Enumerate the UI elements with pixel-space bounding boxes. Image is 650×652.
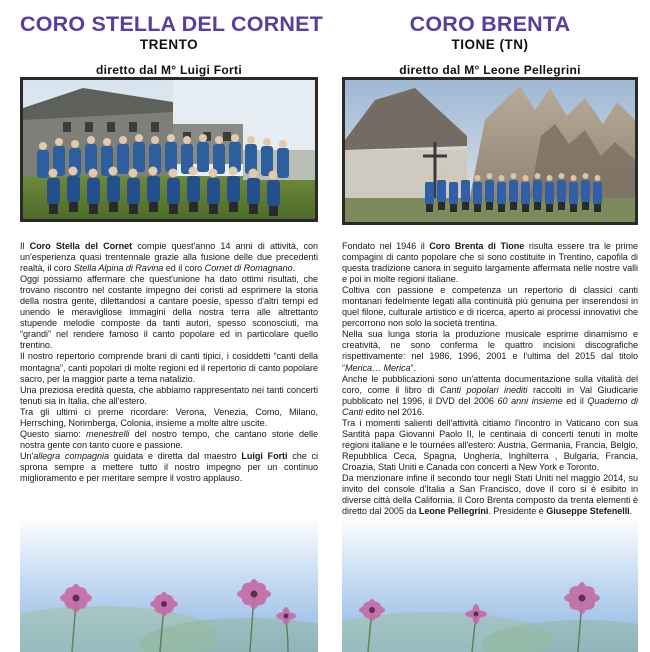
text-run: raccolti in Val Giudicarie pubblicato nel 1996, il DVD del 2006 xyxy=(342,384,638,406)
italic-text: Stella Alpina di Ravina xyxy=(73,263,164,274)
text-run: Da menzionare infine il secondo tour negli Stati Uniti nel maggio 2014, su invito del console d'Italia a San Francisco, dove il coro si è esibito in diverse città della California. Il Coro Brenta composto da trenta elementi è diretto dal 2005 da xyxy=(342,472,638,517)
choir-photo xyxy=(20,77,318,222)
text-run: Una preziosa eredità questa, che abbiamo rappresentato nei tanti concerti tenuti sia in Italia, che all'estero. xyxy=(20,384,318,406)
flowers-image xyxy=(20,516,318,652)
flowers-image xyxy=(342,516,638,652)
text-run: . Presidente è xyxy=(488,506,547,517)
italic-text: Merica… Merica xyxy=(344,362,411,373)
paragraph xyxy=(20,451,318,484)
paragraph xyxy=(342,241,638,285)
paragraph xyxy=(20,241,318,274)
text-run: Fondato nel 1946 il xyxy=(342,241,430,251)
text-run: che ci sprona sempre a mettere tutto il nostro impegno per un continuo miglioramento e per meritare sempre il vostro applauso. xyxy=(20,450,318,483)
paragraph xyxy=(342,285,638,329)
paragraph xyxy=(20,385,318,407)
text-run: Questo siamo: xyxy=(20,428,86,439)
text-run: Coltiva con passione e competenza un repertorio di classici canti montanari fedelmente legati alla continuità più genuina per inserendosi in quel filone, culturale artistico e di ricerca, aperto ai processi innovativi che percorrono non solo la società trentina. xyxy=(342,285,638,329)
director-line: diretto dal M° Luigi Forti xyxy=(96,63,242,77)
italic-text: Canti popolari inediti xyxy=(439,384,528,395)
choir-description xyxy=(342,241,638,517)
bold-text: Coro Stella del Cornet xyxy=(29,241,133,251)
left-column xyxy=(20,0,324,652)
paragraph xyxy=(342,329,638,373)
choir-photo xyxy=(342,77,638,225)
director-line: diretto dal M° Leone Pellegrini xyxy=(399,63,581,77)
paragraph xyxy=(342,473,638,517)
italic-text: Quaderno di Canti xyxy=(342,395,638,417)
right-column xyxy=(342,0,638,652)
bold-text: Giuseppe Stefenelli xyxy=(546,506,630,517)
text-run: risulta essere tra le prime compagini di canto popolare che si sono costituite in Trentino, capofila di questa tradizione canora in seguito largamente affermata nelle nostre valli e poi in molte regioni italiane. xyxy=(342,241,638,285)
text-run: Nella sua lunga storia la produzione musicale esprime dinamismo e creatività, ne sono conferma le quattro incisioni discografiche rispettivamente: nel 1986, 1996, 2001 e l'ultima del 2015 dal titolo “ xyxy=(342,329,638,373)
choir-description xyxy=(20,241,318,484)
italic-text: menestrelli xyxy=(85,428,130,439)
paragraph xyxy=(20,407,318,429)
text-run: Oggi possiamo affermare che quest'unione ha dato ottimi risultati, che trovano riscontro nel costante impegno dei coristi ad esprimere la storia della nostra gente, dilettandosi a cantare poesie, spesso d'altri tempi ed unendo le meravigliose immagini della nostra terra alle altrettanto stupende melodie composte da tanti autori, spesso sconosciuti, ma “grandi” nel rendere famoso il canto popolare ed in particolare quello trentino. xyxy=(20,274,318,351)
paragraph xyxy=(20,351,318,384)
text-run: ”. xyxy=(410,362,416,373)
text-run: guidata e diretta dal maestro xyxy=(108,450,242,461)
text-run: Anche le pubblicazioni sono un'attenta documentazione sulla vitalità del coro, come il libro di xyxy=(342,373,638,395)
choir-city: TRENTO xyxy=(139,37,199,52)
text-run: Tra gli ultimi ci preme ricordare: Verona, Venezia, Como, Milano, Herrsching, Norimberga, Colonia, insieme a molte altre uscite. xyxy=(20,406,318,428)
paragraph xyxy=(20,429,318,451)
italic-text: Cornet di Romagnano xyxy=(204,263,293,274)
text-run: ed il xyxy=(562,395,588,406)
bold-text: Coro Brenta di Tione xyxy=(429,241,525,251)
choir-city: TIONE (TN) xyxy=(451,37,529,52)
text-run: . xyxy=(292,263,296,274)
paragraph xyxy=(342,374,638,418)
paragraph xyxy=(20,274,318,351)
choir-title: CORO STELLA DEL CORNET xyxy=(20,12,324,36)
italic-text: 60 anni insieme xyxy=(497,395,563,406)
text-run: Un' xyxy=(20,450,34,461)
bold-text: Leone Pellegrini xyxy=(418,506,489,517)
paragraph xyxy=(342,418,638,473)
text-run: Il xyxy=(20,241,30,251)
text-run: compie quest'anno 14 anni di attività, con un'esperienza quasi trentennale grazie alla fusione delle due precedenti realtà, il coro xyxy=(20,241,318,274)
text-run: . xyxy=(629,506,633,517)
text-run: Tra i momenti salienti dell'attività citiamo l'incontro in Vaticano con sua Santità papa Giovanni Paolo II, le centinaia di concerti tenuti in molte regioni italiane e le tournées all'estero: Austria, Germania, Francia, Belgio, Repubblica Ceca, Spagna, Ungheria, Inghilterra , Bulgaria, Francia, Croazia, Stati Uniti e Canada con concerti a New York e Toronto. xyxy=(342,417,638,472)
text-run: del nostro tempo, che cantano storie delle nostra gente con tanto cuore e passione. xyxy=(20,428,318,450)
italic-text: allegra compagnia xyxy=(33,450,109,461)
choir-title: CORO BRENTA xyxy=(409,12,571,36)
text-run: edito nel 2016. xyxy=(362,406,425,417)
bold-text: Luigi Forti xyxy=(241,450,288,461)
text-run: ed il coro xyxy=(163,263,205,274)
text-run: Il nostro repertorio comprende brani di canti tipici, i cosiddetti “canti della montagna”, canti popolari di molte regioni ed il repertorio di canto popolare sacro, per la maggior parte a tema natalizio. xyxy=(20,351,318,384)
